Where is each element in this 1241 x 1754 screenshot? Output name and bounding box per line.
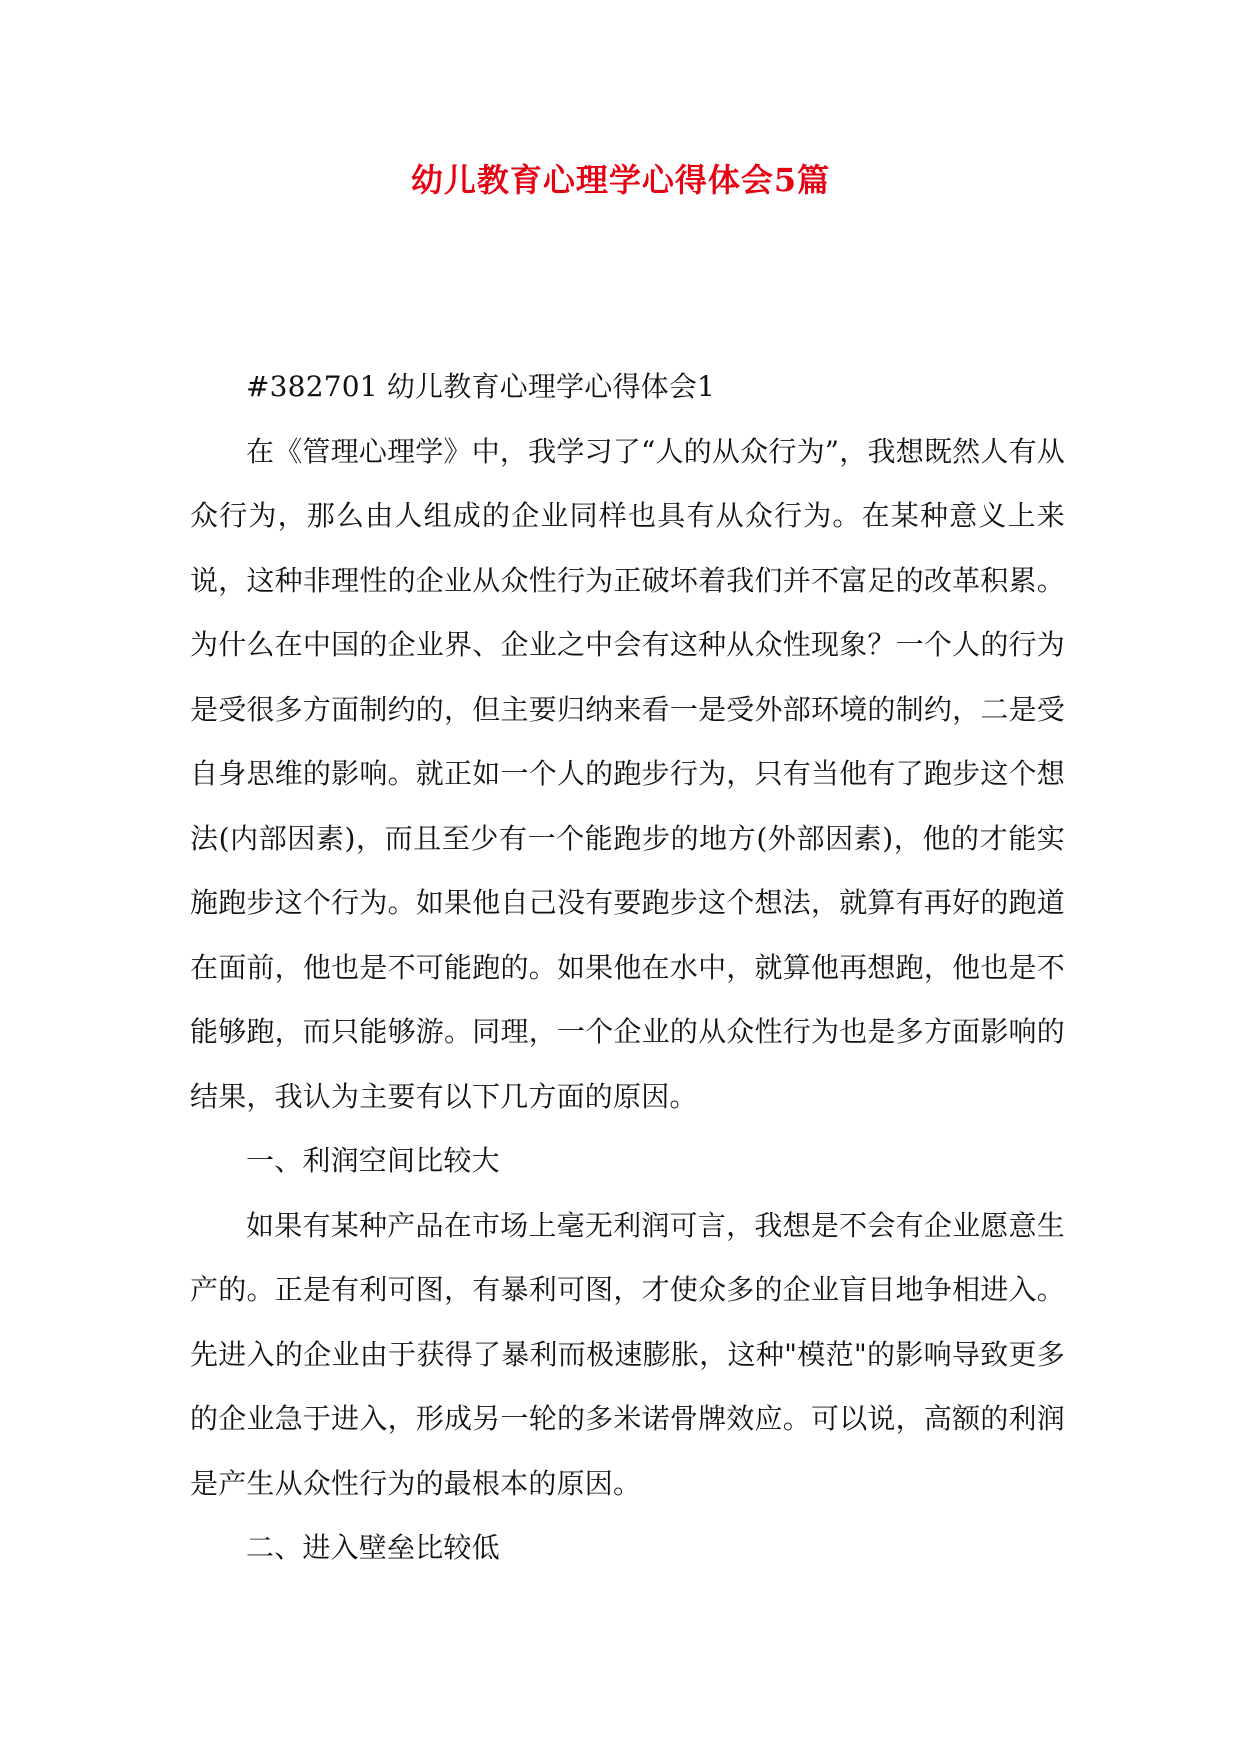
section-heading-1: #382701 幼儿教育心理学心得体会1 xyxy=(246,370,716,403)
body-paragraph-1: 在《管理心理学》中，我学习了“人的从众行为”，我想既然人有从众行为，那么由人组成的企业同样也具有从众行为。在某种意义上来说，这种非理性的企业从众性行为正破坏着我们并不富足的改革积累。为什么在中国的企业界、企业之中会有这种从众性现象？一个人的行为是受很多方面制约的，但主要归纳来看一是受外部环境的制约，二是受自身思维的影响。就正如一个人的跑步行为，只有当他有了跑步这个想法(内部因素)，而且至少有一个能跑步的地方(外部因素)，他的才能实施跑步这个行为。如果他自己没有要跑步这个想法，就算有再好的跑道在面前，他也是不可能跑的。如果他在水中，就算他再想跑，他也是不能够跑，而只能够游。同理，一个企业的从众性行为也是多方面影响的结果，我认为主要有以下几方面的原因。 xyxy=(190,434,1065,1113)
body-paragraph-2: 如果有某种产品在市场上毫无利润可言，我想是不会有企业愿意生产的。正是有利可图，有暴利可图，才使众多的企业盲目地争相进入。先进入的企业由于获得了暴利而极速膨胀，这种"模范"的影响导致更多的企业急于进入，形成另一轮的多米诺骨牌效应。可以说，高额的利润是产生从众性行为的最根本的原因。 xyxy=(190,1208,1065,1500)
document-title: 幼儿教育心理学心得体会5篇 xyxy=(410,161,831,199)
document-body xyxy=(190,355,1065,1581)
subheading-2: 二、进入壁垒比较低 xyxy=(246,1531,500,1564)
subheading-1: 一、利润空间比较大 xyxy=(246,1144,500,1177)
